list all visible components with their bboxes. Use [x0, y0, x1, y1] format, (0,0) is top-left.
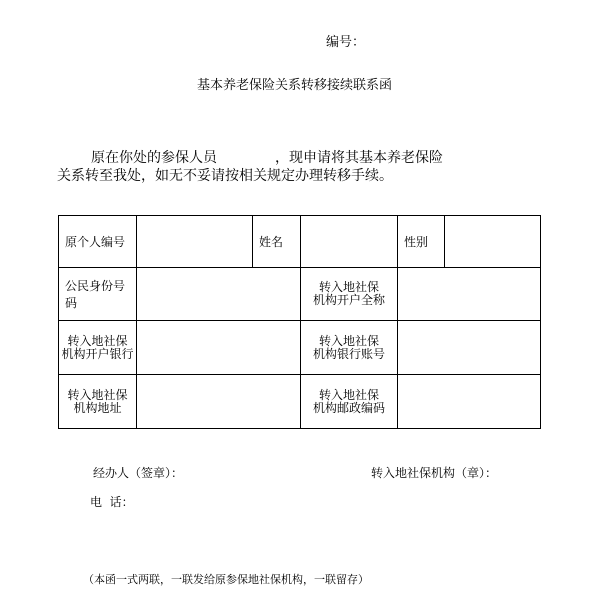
table-row [59, 375, 541, 429]
name-label: 姓名 [253, 216, 301, 268]
letter-body [57, 149, 443, 185]
account-name-field[interactable] [398, 268, 541, 321]
address-label: 转入地社保 机构地址 [59, 375, 137, 429]
body-line-2: 关系转至我处，如无不妥请按相关规定办理转移手续。 [57, 168, 393, 184]
gender-field[interactable] [445, 216, 541, 268]
bank-account-label: 转入地社保 机构银行账号 [301, 321, 398, 375]
body-line-1-start: 原在你处的参保人员 [91, 150, 217, 166]
postcode-label: 转入地社保 机构邮政编码 [301, 375, 398, 429]
body-line-1 [57, 149, 443, 167]
bank-label: 转入地社保 机构开户银行 [59, 321, 137, 375]
receiving-agency-seal-label: 转入地社保机构（章）： [371, 466, 498, 480]
gender-label: 性别 [398, 216, 445, 268]
postcode-field[interactable] [398, 375, 541, 429]
body-line-1-end: ，现申请将其基本养老保险 [275, 150, 443, 166]
address-field[interactable] [137, 375, 301, 429]
id-card-field[interactable] [137, 268, 301, 321]
phone-label: 电 话： [90, 495, 134, 509]
handler-signature-label: 经办人（签章）： [93, 466, 184, 480]
name-field[interactable] [301, 216, 398, 268]
bank-account-field[interactable] [398, 321, 541, 375]
original-id-label: 原个人编号 [59, 216, 137, 268]
bank-field[interactable] [137, 321, 301, 375]
table-row [59, 321, 541, 375]
footnote: （本函一式两联，一联发给原参保地社保机构，一联留存） [83, 573, 369, 586]
account-name-label: 转入地社保 机构开户全称 [301, 268, 398, 321]
letter-title: 基本养老保险关系转移接续联系函 [196, 78, 392, 93]
transfer-info-table [58, 215, 541, 429]
table-row [59, 268, 541, 321]
original-id-field[interactable] [137, 216, 253, 268]
document-number-label: 编号： [326, 35, 366, 50]
table-row [59, 216, 541, 268]
id-card-label: 公民身份号码 [59, 268, 137, 321]
